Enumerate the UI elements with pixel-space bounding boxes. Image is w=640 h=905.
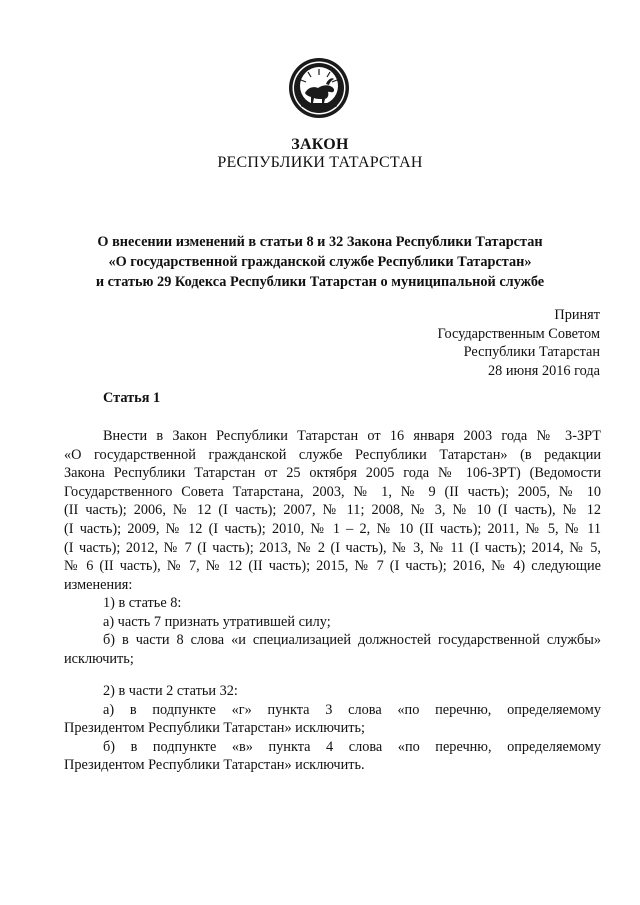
heading-line: О внесении изменений в статьи 8 и 32 Закона Республики Татарстан (97, 234, 543, 250)
paragraph-line: Государственного Совета Татарстана, 2003, № 1, № 9 (II часть); 2005, № 10 (64, 483, 601, 500)
heading-line: «О государственной гражданской службе Республики Татарстан» (108, 254, 532, 270)
amendment-item-1 (64, 594, 601, 668)
adoption-block (437, 306, 600, 380)
adoption-line: Республики Татарстан (463, 344, 600, 360)
paragraph-line: Закона Республики Татарстан от 25 октября 2005 года № 106-ЗРТ) (Ведомости (64, 465, 601, 482)
heading-line: и статью 29 Кодекса Республики Татарстан о муниципальной службе (95, 274, 545, 290)
subitem-b-continued: исключить; (64, 650, 134, 667)
adoption-line: Принят (554, 307, 600, 323)
adoption-date: 28 июня 2016 года (487, 362, 600, 379)
law-heading (40, 232, 600, 292)
article-main-paragraph (64, 427, 601, 594)
coat-of-arms-icon (288, 57, 350, 119)
subitem-a-continued: Президентом Республики Татарстан» исключить; (64, 720, 365, 737)
item-heading: 1) в статье 8: (103, 595, 182, 611)
item-heading: 2) в части 2 статьи 32: (103, 683, 238, 699)
subitem-b: б) в части 8 слова «и специализацией должностей государственной службы» (103, 632, 601, 649)
subitem-a: а) часть 7 признать утратившей силу; (103, 613, 331, 630)
paragraph-line: (I часть); 2012, № 7 (I часть); 2013, № 2 (I часть), № 3, № 11 (I часть); 2014, № 5, (64, 539, 601, 556)
article-title: Статья 1 (103, 390, 161, 406)
paragraph-line: Внести в Закон Республики Татарстан от 16 января 2003 года № 3-ЗРТ (103, 428, 601, 444)
law-title: ЗАКОН (291, 136, 349, 153)
paragraph-line: № 6 (II часть), № 7, № 12 (II часть); 2015, № 7 (I часть); 2016, № 4) следующие (64, 558, 601, 575)
law-subtitle: РЕСПУБЛИКИ ТАТАРСТАН (217, 154, 423, 171)
subitem-b-continued: Президентом Республики Татарстан» исключить. (64, 757, 365, 774)
amendment-item-2 (64, 682, 601, 775)
paragraph-line: изменения: (64, 576, 133, 593)
paragraph-line: (I часть); 2009, № 12 (I часть); 2010, № 1 – 2, № 10 (II часть); 2011, № 5, № 11 (64, 520, 601, 537)
adoption-line: Государственным Советом (437, 325, 600, 342)
paragraph-line: (II часть); 2006, № 12 (I часть); 2007, № 11; 2008, № 3, № 10 (I часть), № 12 (64, 502, 601, 519)
paragraph-line: «О государственной гражданской службе Республики Татарстан» (в редакции (64, 446, 601, 463)
subitem-b: б) в подпункте «в» пункта 4 слова «по перечню, определяемому (103, 738, 601, 755)
subitem-a: а) в подпункте «г» пункта 3 слова «по перечню, определяемому (103, 701, 601, 718)
